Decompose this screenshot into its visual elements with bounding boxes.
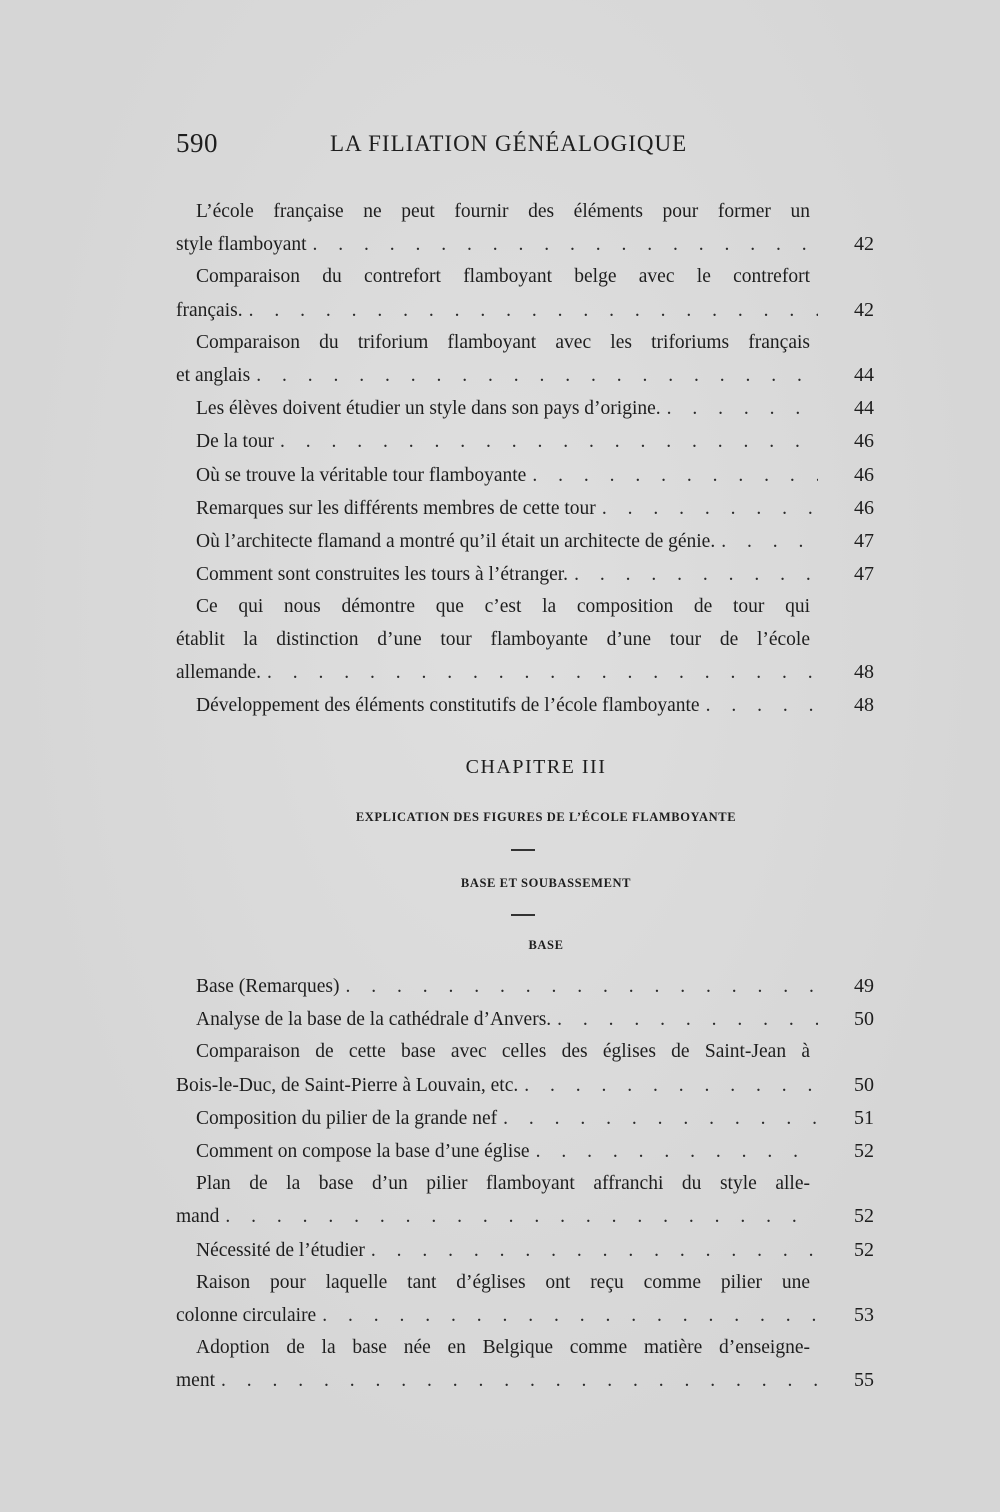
toc-page-number: 50	[854, 1073, 874, 1096]
toc-page-number: 46	[854, 463, 874, 486]
dot-leader	[706, 690, 818, 722]
toc-entry	[176, 558, 876, 591]
toc-entry-label: Les élèves doivent étudier un style dans son pays d’origine.	[196, 398, 661, 420]
dot-leader	[371, 1235, 818, 1267]
toc-entry-text: Plan de la base d’un pilier flamboyant affranchi du style alle-	[196, 1173, 810, 1195]
toc-page-number: 53	[854, 1304, 874, 1327]
toc-entry	[176, 492, 876, 525]
toc-entry-text: Ce qui nous démontre que c’est la composition de tour qui	[196, 596, 810, 618]
toc-entry-label: français.	[176, 299, 243, 321]
toc-page-number: 52	[854, 1140, 874, 1163]
toc-page-number: 49	[854, 975, 874, 997]
toc-entry	[176, 1102, 876, 1135]
toc-entry-text: Raison pour laquelle tant d’églises ont reçu comme pilier une	[196, 1271, 810, 1293]
toc-entry-label: Comment sont construites les tours à l’étranger.	[196, 564, 569, 586]
toc-entry	[176, 392, 876, 425]
toc-entry	[176, 1267, 876, 1332]
dot-leader	[721, 526, 818, 558]
dot-leader	[574, 559, 818, 591]
dot-leader	[256, 360, 818, 392]
toc-entry	[176, 970, 876, 1003]
toc-entry	[176, 459, 876, 492]
dot-leader	[536, 1136, 818, 1168]
toc-entry-label: Nécessité de l’étudier	[196, 1239, 365, 1261]
dot-leader	[267, 657, 818, 689]
toc-entry	[176, 261, 876, 326]
toc-entry-label: Bois-le-Duc, de Saint-Pierre à Louvain, etc.	[176, 1074, 519, 1096]
toc-entry	[176, 196, 876, 261]
toc-entry	[176, 1003, 876, 1036]
toc-entry-text: Comparaison du contrefort flamboyant belge avec le contrefort	[196, 266, 810, 288]
toc-entry	[176, 689, 876, 722]
dot-leader	[602, 493, 818, 525]
toc-page-number: 52	[854, 1238, 874, 1261]
toc-entry-label: Composition du pilier de la grande nef	[196, 1107, 498, 1129]
dot-leader	[280, 426, 818, 458]
chapter-subtitle: EXPLICATION DES FIGURES DE L’ÉCOLE FLAMBOYANTE	[355, 810, 737, 824]
toc-entry	[176, 525, 876, 558]
toc-entry-text: L’école française ne peut fournir des éléments pour former un	[196, 201, 810, 222]
toc-entry-label: Analyse de la base de la cathédrale d’Anvers.	[196, 1009, 552, 1031]
toc-entry-text: établit la distinction d’une tour flamboyante d’une tour de l’école	[176, 628, 810, 650]
toc-entry	[176, 327, 876, 392]
toc-entry	[176, 1332, 876, 1397]
dot-leader	[524, 1070, 818, 1102]
toc-entry-label: Où l’architecte flamand a montré qu’il était un architecte de génie.	[196, 531, 716, 553]
running-title: LA FILIATION GÉNÉALOGIQUE	[330, 131, 688, 156]
toc-entry-text: Comparaison du triforium flamboyant avec les triforiums français	[196, 331, 810, 353]
page-number: 590	[176, 128, 218, 158]
toc-page-number: 46	[854, 430, 874, 453]
dot-leader	[249, 295, 818, 327]
toc-entry-label: Développement des éléments constitutifs de l’école flamboyante	[196, 695, 700, 717]
toc-entry	[176, 1234, 876, 1267]
toc-entry-label: et anglais	[176, 365, 251, 387]
toc-page-number: 46	[854, 496, 874, 519]
toc-entry	[176, 1168, 876, 1233]
toc-entry	[176, 425, 876, 458]
toc-entry-label: Base (Remarques)	[196, 976, 340, 997]
toc-entry-text: Adoption de la base née en Belgique comme matière d’enseigne-	[196, 1337, 810, 1359]
toc-page-number: 48	[854, 660, 874, 683]
dot-leader	[322, 1300, 818, 1332]
toc-entry-label: De la tour	[196, 431, 274, 453]
dot-leader	[532, 460, 818, 492]
dot-leader	[225, 1201, 818, 1233]
toc-page-number: 47	[854, 563, 874, 586]
toc-entry-label: allemande.	[176, 661, 261, 683]
table-of-contents-bottom	[176, 970, 876, 1398]
toc-entry-label: mand	[176, 1206, 220, 1228]
dot-leader	[313, 229, 818, 261]
toc-page-number: 42	[854, 298, 874, 321]
toc-page-number: 52	[854, 1205, 874, 1228]
toc-page-number: 50	[854, 1008, 874, 1031]
toc-page-number: 42	[854, 233, 874, 256]
toc-page-number: 44	[854, 397, 874, 420]
toc-page-number: 44	[854, 364, 874, 387]
section-divider	[511, 914, 535, 916]
toc-entry	[176, 1135, 876, 1168]
toc-page-number: 55	[854, 1369, 874, 1392]
page-header	[176, 128, 826, 164]
toc-entry-label: ment	[176, 1370, 215, 1392]
toc-entry-label: style flamboyant	[176, 234, 307, 256]
dot-leader	[346, 971, 819, 1003]
toc-entry	[176, 1036, 876, 1101]
section-divider	[511, 849, 535, 851]
toc-page-number: 51	[854, 1106, 874, 1129]
subsection-heading: BASE	[528, 938, 564, 952]
dot-leader	[557, 1004, 818, 1036]
dot-leader	[667, 393, 818, 425]
toc-entry	[176, 591, 876, 689]
toc-entry-label: colonne circulaire	[176, 1305, 317, 1327]
chapter-title: CHAPITRE III	[465, 756, 607, 778]
toc-entry-label: Comment on compose la base d’une église	[196, 1141, 530, 1163]
toc-entry-label: Où se trouve la véritable tour flamboyante	[196, 464, 527, 486]
dot-leader	[221, 1365, 818, 1397]
chapter-heading-block	[176, 756, 876, 952]
toc-entry-label: Remarques sur les différents membres de cette tour	[196, 497, 596, 519]
toc-page-number: 48	[854, 694, 874, 717]
table-of-contents-top	[176, 196, 876, 722]
toc-entry-text: Comparaison de cette base avec celles des églises de Saint-Jean à	[196, 1041, 810, 1063]
section-heading: BASE ET SOUBASSEMENT	[460, 876, 632, 890]
dot-leader	[503, 1103, 818, 1135]
toc-page-number: 47	[854, 530, 874, 553]
